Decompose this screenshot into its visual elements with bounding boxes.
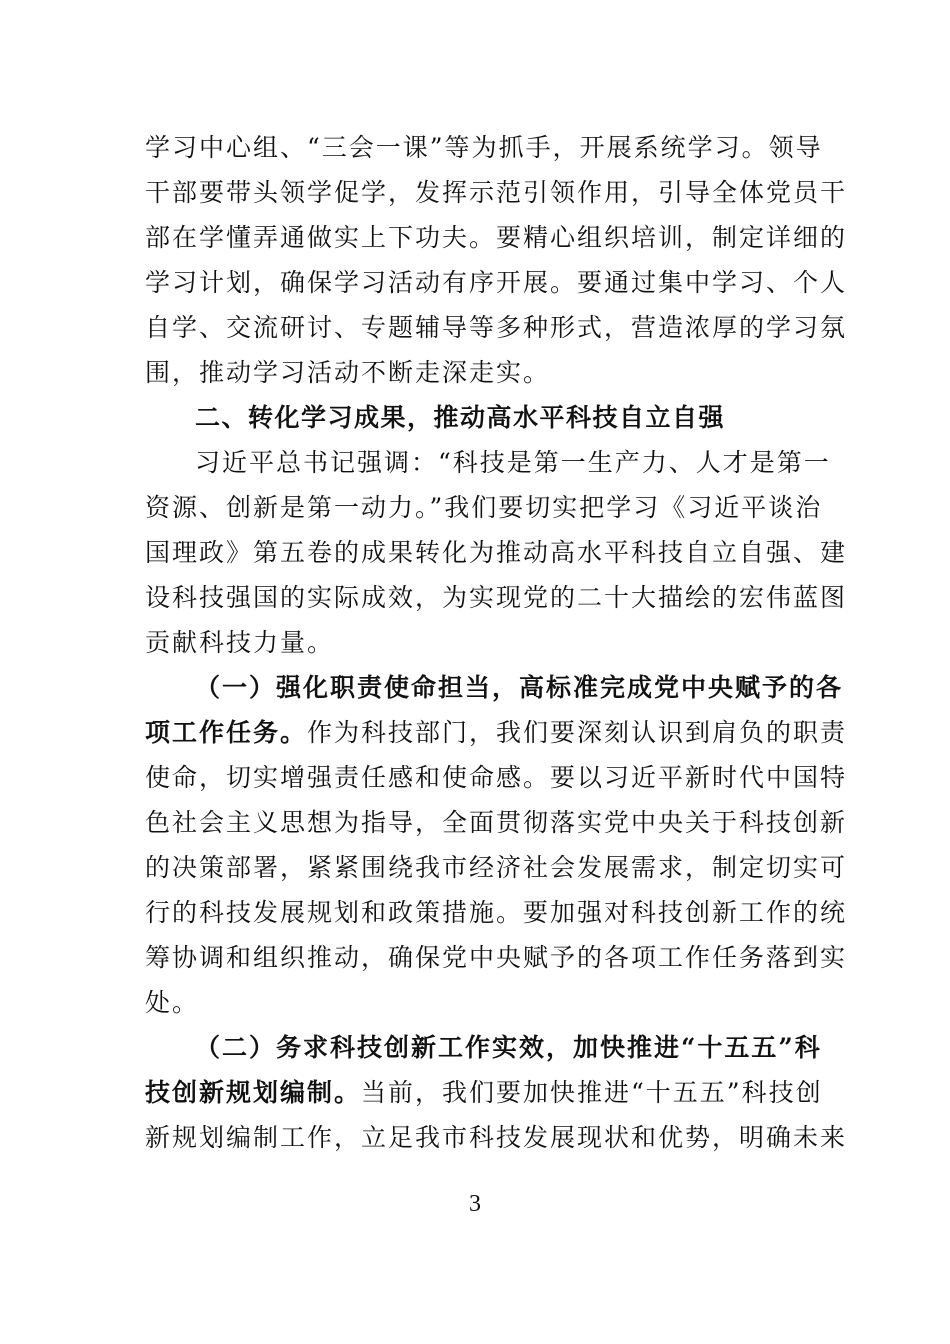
body-text-line: 设科技强国的实际成效，为实现党的二十大描绘的宏伟蓝图	[145, 583, 848, 612]
subsection-heading-continued	[145, 1073, 823, 1113]
body-text-line: 学习中心组、“三会一课”等为抓手，开展系统学习。领导	[145, 133, 823, 162]
body-text-line: 干部要带头领学促学，发挥示范引领作用，引导全体党员干	[145, 178, 848, 207]
section-heading: 二、转化学习成果，推动高水平科技自立自强	[195, 403, 726, 432]
subsection-heading: （二）务求科技创新工作实效，加快推进“十五五”科	[195, 1033, 822, 1062]
body-text-line: 部在学懂弄通做实上下功夫。要精心组织培训，制定详细的	[145, 223, 848, 252]
body-text-line: 贡献科技力量。	[145, 628, 335, 657]
body-text-line: 筹协调和组织推动，确保党中央赋予的各项工作任务落到实	[145, 943, 848, 972]
subsection-heading: （一）强化职责使命担当，高标准完成党中央赋予的各	[195, 673, 844, 702]
body-text-inline: 作为科技部门，我们要深刻认识到肩负的职责	[307, 718, 848, 747]
body-text-line: 色社会主义思想为指导，全面贯彻落实党中央关于科技创新	[145, 808, 848, 837]
body-text-line: 处。	[145, 988, 200, 1017]
body-text-line: 的决策部署，紧紧围绕我市经济社会发展需求，制定切实可	[145, 853, 848, 882]
subsection-heading-tail: 技创新规划编制。	[145, 1078, 362, 1107]
page-number: 3	[469, 1191, 481, 1217]
body-text-line: 新规划编制工作，立足我市科技发展现状和优势，明确未来	[145, 1123, 848, 1152]
body-text-line: 学习计划，确保学习活动有序开展。要通过集中学习、个人	[145, 268, 848, 297]
body-text-line: 围，推动学习活动不断走深走实。	[145, 358, 551, 387]
body-text-inline: 当前，我们要加快推进“十五五”科技创	[361, 1078, 823, 1107]
body-text-line: 行的科技发展规划和政策措施。要加强对科技创新工作的统	[145, 898, 848, 927]
subsection-heading-continued	[145, 713, 848, 753]
body-text-line: 习近平总书记强调：“科技是第一生产力、人才是第一	[195, 448, 831, 477]
body-text-line: 使命，切实增强责任感和使命感。要以习近平新时代中国特	[145, 763, 848, 792]
body-text-line: 资源、创新是第一动力。”我们要切实把学习《习近平谈治	[145, 493, 823, 522]
body-text-line: 自学、交流研讨、专题辅导等多种形式，营造浓厚的学习氛	[145, 313, 848, 342]
subsection-heading-tail: 项工作任务。	[145, 718, 308, 747]
body-text-line: 国理政》第五卷的成果转化为推动高水平科技自立自强、建	[145, 538, 848, 567]
